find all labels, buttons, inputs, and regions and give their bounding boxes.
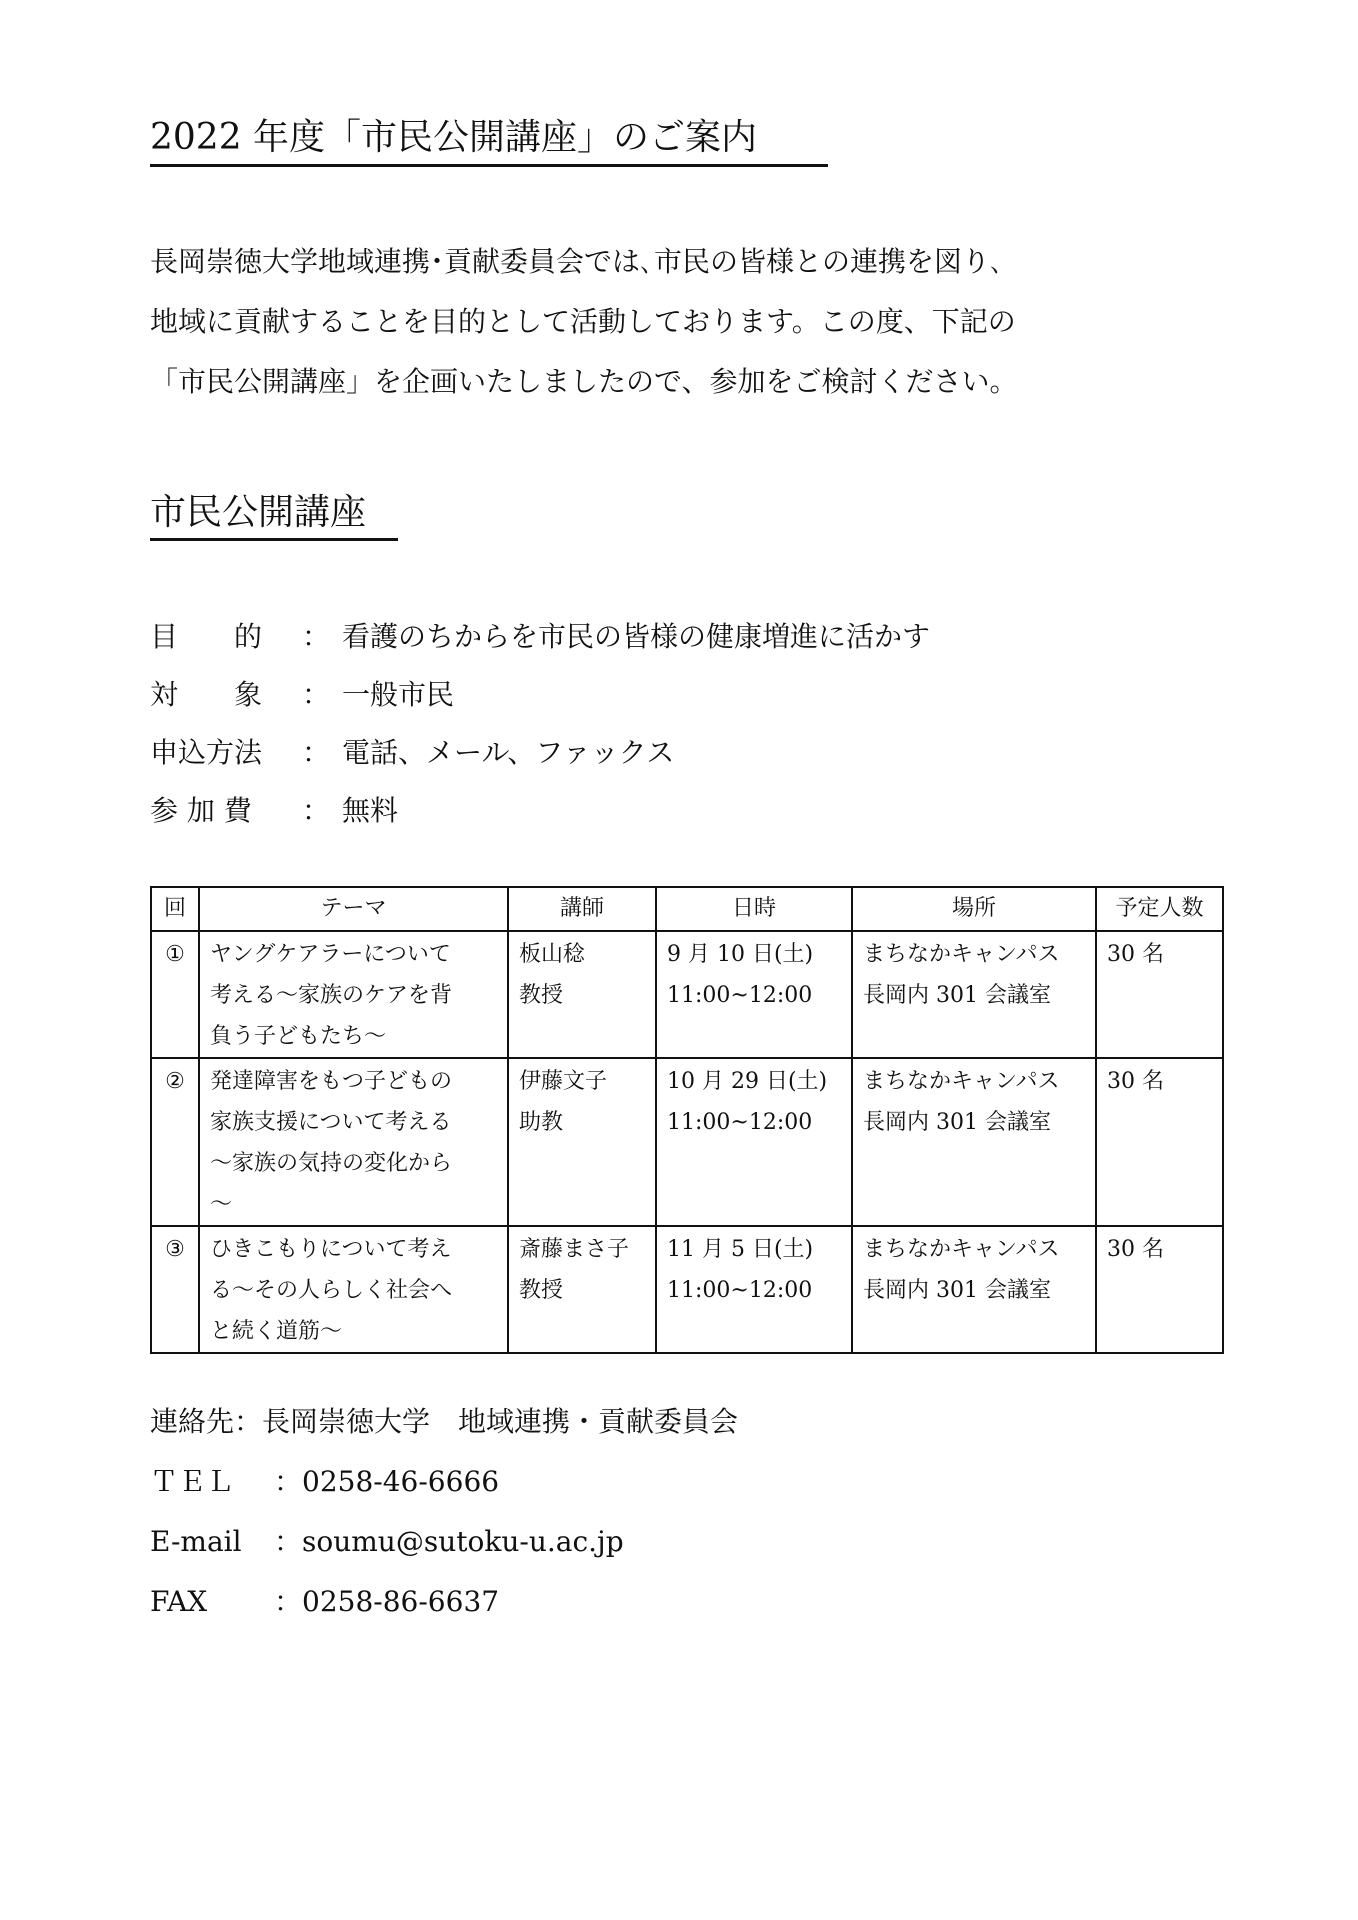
lecturer-title: 教授 [519,1278,564,1303]
page-title: 2022 年度「市民公開講座」のご案内 [150,117,758,158]
detail-value: 電話、メール、ファックス [342,736,675,769]
contact-value: ：0258-46-6666 [274,1465,500,1498]
detail-colon: ： [301,678,330,711]
place-line: まちなかキャンパス [863,1237,1060,1262]
detail-value: 無料 [342,794,399,827]
theme-line: ～家族の気持の変化から [210,1151,453,1176]
section-underline [150,538,398,541]
place-line: 長岡内 301 会議室 [863,1110,1051,1135]
detail-value: 一般市民 [342,678,455,711]
date: 9 月 10 日(土) [667,942,814,967]
date: 10 月 29 日(土) [667,1069,828,1094]
contact-value: ：soumu@sutoku-u.ac.jp [274,1525,624,1558]
cell-theme [199,1226,508,1353]
cell-capacity: 30 名 [1096,1058,1223,1226]
cell-no: ① [151,931,199,1058]
time: 11:00~12:00 [667,983,813,1008]
cell-capacity: 30 名 [1096,1226,1223,1353]
time: 11:00~12:00 [667,1110,813,1135]
title-underline [150,164,828,167]
section-title: 市民公開講座 [150,492,367,533]
lecturer-title: 教授 [519,983,564,1008]
contact-label: E-mail [150,1525,242,1558]
theme-line: 負う子どもたち～ [210,1024,387,1049]
time: 11:00~12:00 [667,1278,813,1303]
contact-organization [150,1392,738,1452]
table-row [151,1226,1223,1353]
detail-colon: ： [301,794,330,827]
detail-colon: ： [301,620,330,653]
detail-label: 申込方法 [150,736,263,769]
contact-tel [150,1452,738,1512]
intro-line: 「市民公開講座」を企画いたしましたので、参加をご検討ください。 [150,365,1018,398]
detail-application-method [150,724,930,782]
lecturer-name: 斎藤まさ子 [519,1237,630,1262]
lecturer-name: 板山稔 [519,942,586,967]
detail-colon: ： [301,736,330,769]
contact-label: ＴＥＬ [150,1465,235,1498]
lecturer-name: 伊藤文子 [519,1069,608,1094]
place-line: 長岡内 301 会議室 [863,1278,1051,1303]
contact-block [150,1392,738,1632]
intro-line: 地域に貢献することを目的として活動しております。この度、下記の [150,305,1016,338]
contact-fax [150,1572,738,1632]
cell-place [852,931,1096,1058]
theme-line: ～ [210,1192,233,1217]
header-lecturer: 講師 [508,887,656,931]
theme-line: る～その人らしく社会へ [210,1278,453,1303]
contact-value: 長岡崇徳大学 地域連携・貢献委員会 [262,1405,739,1438]
cell-datetime [656,931,852,1058]
theme-line: と続く道筋～ [210,1319,343,1344]
table-row [151,1058,1223,1226]
cell-datetime [656,1226,852,1353]
detail-label: 目 的 [150,620,263,653]
header-no: 回 [151,887,199,931]
detail-value: 看護のちからを市民の皆様の健康増進に活かす [342,620,931,653]
theme-line: 発達障害をもつ子どもの [210,1069,453,1094]
cell-theme [199,931,508,1058]
date: 11 月 5 日(土) [667,1237,814,1262]
header-capacity: 予定人数 [1096,887,1223,931]
theme-line: 考える～家族のケアを背 [210,983,453,1008]
cell-capacity: 30 名 [1096,931,1223,1058]
contact-email [150,1512,738,1572]
lecturer-title: 助教 [519,1110,564,1135]
intro-paragraph [150,232,1230,412]
detail-purpose [150,608,930,666]
intro-line: 長岡崇徳大学地域連携･貢献委員会では､市民の皆様との連携を図り､ [150,245,1005,278]
cell-no: ② [151,1058,199,1226]
cell-lecturer [508,1058,656,1226]
theme-line: 家族支援について考える [210,1110,452,1135]
table-row [151,931,1223,1058]
detail-label: 参 加 費 [150,794,252,827]
cell-theme [199,1058,508,1226]
header-theme: テーマ [199,887,508,931]
header-place: 場所 [852,887,1096,931]
cell-lecturer [508,1226,656,1353]
detail-fee [150,782,930,840]
cell-lecturer [508,931,656,1058]
contact-label: FAX [150,1585,208,1618]
cell-datetime [656,1058,852,1226]
contact-value: ：0258-86-6637 [274,1585,500,1618]
table-header-row [151,887,1223,931]
details-list [150,608,930,840]
cell-place [852,1058,1096,1226]
place-line: 長岡内 301 会議室 [863,983,1051,1008]
header-datetime: 日時 [656,887,852,931]
place-line: まちなかキャンパス [863,942,1060,967]
detail-label: 対 象 [150,678,263,711]
detail-audience [150,666,930,724]
theme-line: ヤングケアラーについて [210,942,451,967]
cell-place [852,1226,1096,1353]
theme-line: ひきこもりについて考え [210,1237,452,1262]
place-line: まちなかキャンパス [863,1069,1060,1094]
lecture-schedule-table [150,886,1224,1354]
cell-no: ③ [151,1226,199,1353]
contact-label: 連絡先： [150,1405,263,1438]
